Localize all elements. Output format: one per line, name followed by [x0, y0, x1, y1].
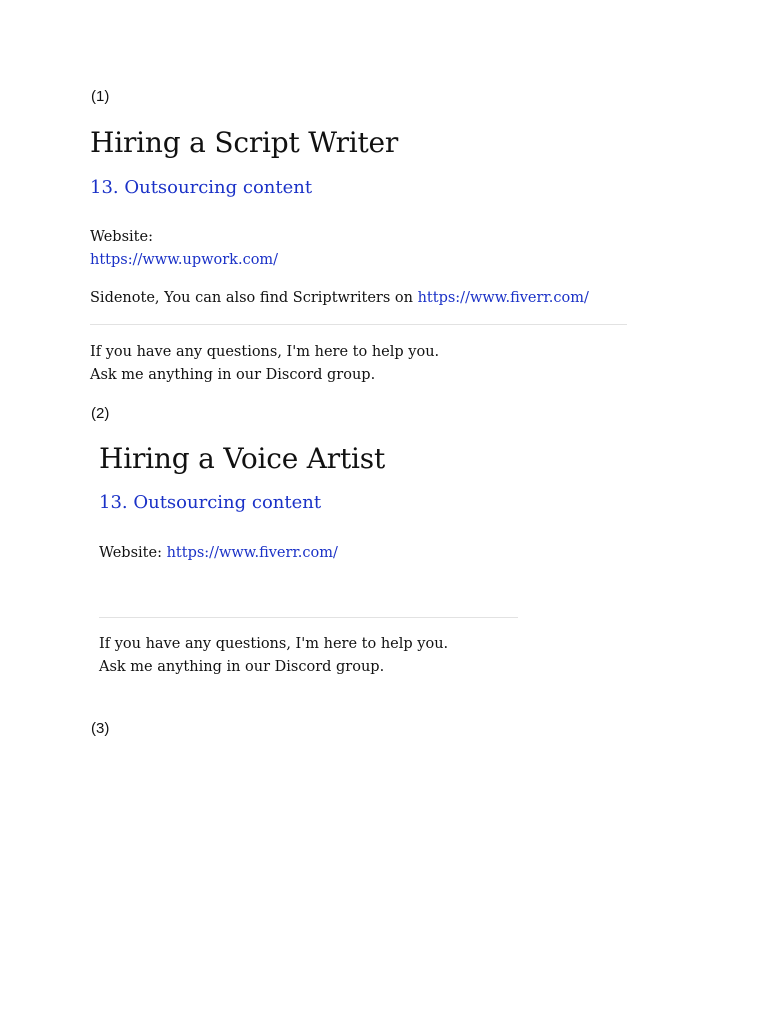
help-text-2: [99, 633, 448, 679]
section-number-2: (2): [91, 405, 110, 422]
sidenote-text: Sidenote, You can also find Scriptwriters on: [90, 290, 418, 306]
section-number-3: (3): [91, 720, 110, 737]
website-label-2: Website: [99, 545, 158, 561]
sidenote-paragraph: [90, 287, 589, 310]
help-line-2a: If you have any questions, I'm here to help you.: [99, 636, 449, 652]
help-text-1: [90, 341, 439, 387]
help-line-2b: Ask me anything in our Discord group.: [99, 659, 385, 675]
website-paragraph-2: [99, 542, 338, 565]
divider-2: [99, 617, 518, 618]
section-number-1: (1): [91, 88, 110, 105]
fiverr-link-2[interactable]: https://www.fiverr.com/: [166, 545, 338, 561]
fiverr-link-1[interactable]: https://www.fiverr.com/: [417, 290, 589, 306]
website-separator: :: [157, 545, 167, 561]
page-title-voice-artist: Hiring a Voice Artist: [99, 442, 386, 475]
subtitle-outsourcing-content-1: 13. Outsourcing content: [90, 177, 313, 198]
help-line-1b: Ask me anything in our Discord group.: [90, 367, 376, 383]
upwork-link[interactable]: https://www.upwork.com/: [90, 252, 279, 268]
page-title-script-writer: Hiring a Script Writer: [90, 126, 399, 159]
divider-1: [90, 324, 627, 325]
subtitle-outsourcing-content-2: 13. Outsourcing content: [99, 492, 322, 513]
help-line-1a: If you have any questions, I'm here to help you.: [90, 344, 440, 360]
website-label-1: Website:: [90, 229, 153, 245]
